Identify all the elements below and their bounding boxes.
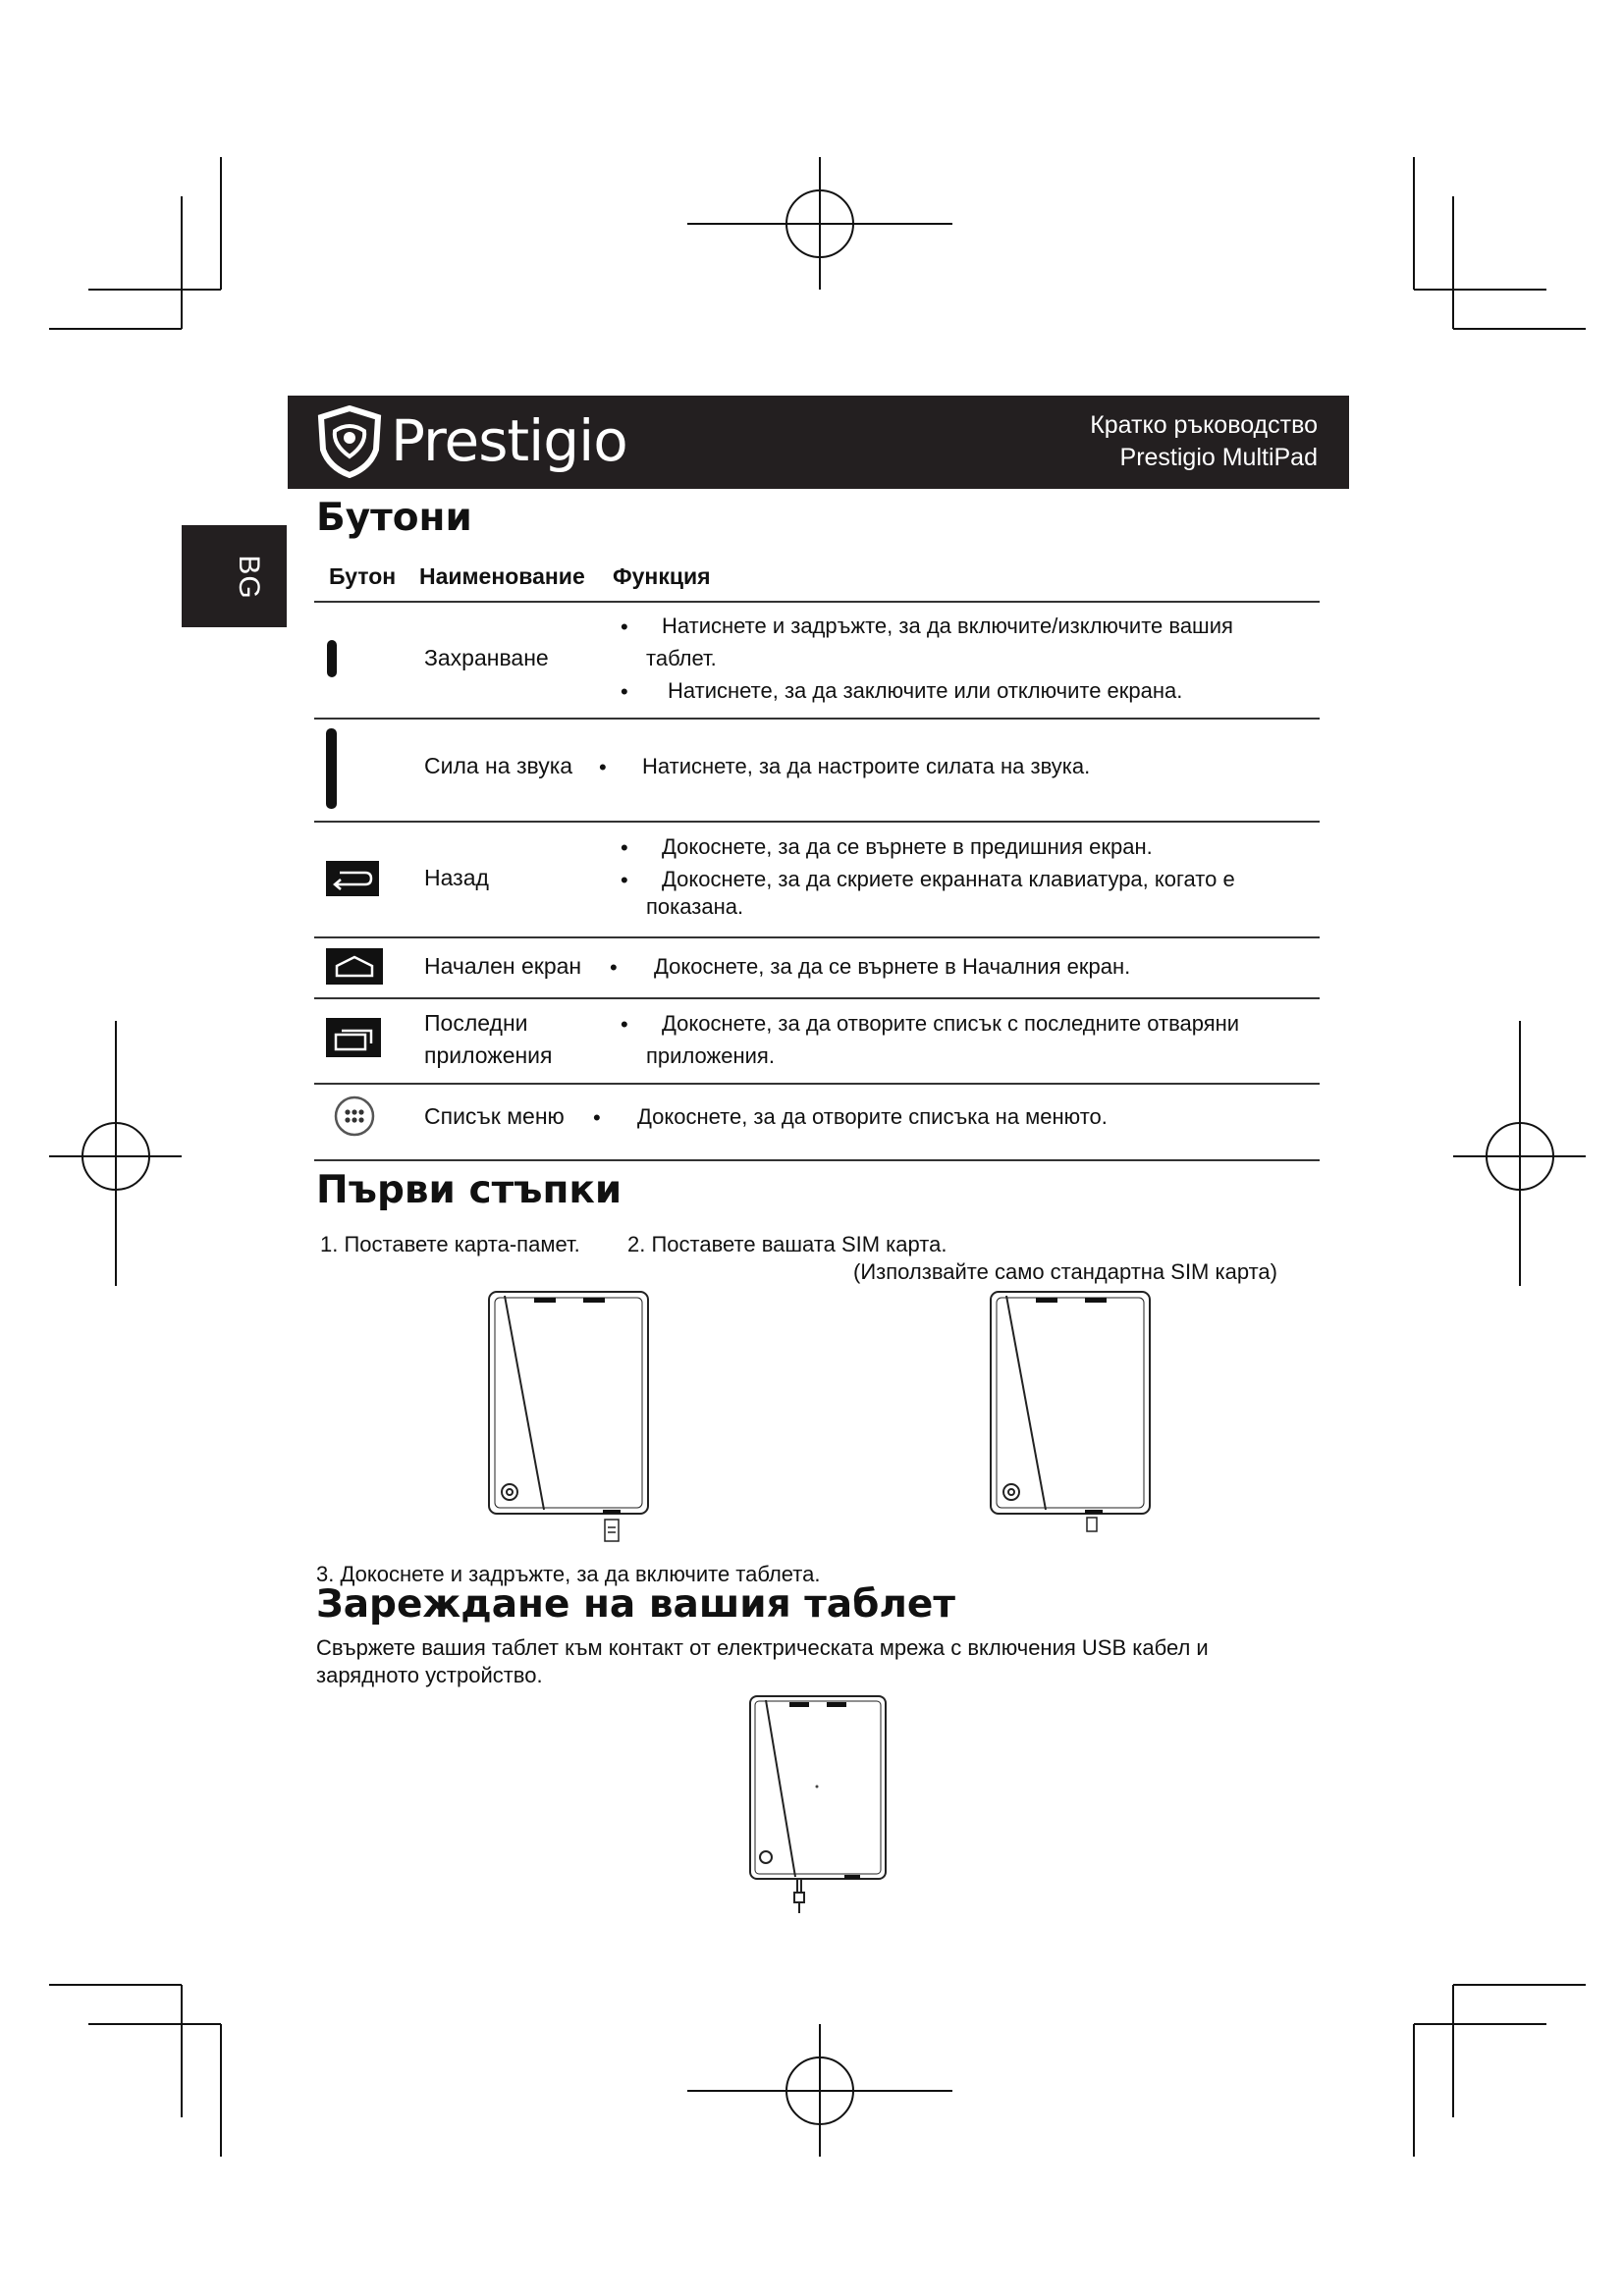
- step-1-text: 1. Поставете карта-памет.: [320, 1232, 580, 1256]
- bullet: •: [621, 679, 628, 704]
- column-header-button: Бутон: [329, 563, 397, 589]
- charging-text-line1: Свържете вашия таблет към контакт от електрическата мрежа с включения USB кабел и: [316, 1635, 1209, 1660]
- prestigio-shield-icon: [315, 405, 384, 478]
- button-name-volume: Сила на звука: [424, 753, 573, 778]
- button-name-recent-line1: Последни: [424, 1010, 528, 1036]
- button-name-menu: Списък меню: [424, 1103, 565, 1129]
- power-key-icon: [327, 640, 337, 677]
- button-name-home: Начален екран: [424, 953, 582, 979]
- step-2-text: 2. Поставете вашата SIM карта.: [627, 1232, 947, 1256]
- charging-text-line2: зарядното устройство.: [316, 1663, 543, 1687]
- document-title: [1090, 409, 1318, 474]
- table-rule: [314, 821, 1320, 823]
- menu-list-icon: [333, 1095, 376, 1138]
- brand-logo-text: Prestigio: [391, 407, 627, 474]
- bullet: •: [599, 755, 607, 779]
- tablet-sim-card-illustration: [987, 1288, 1156, 1535]
- function-text: Докоснете, за да се върнете в предишния екран.: [662, 834, 1153, 859]
- column-header-function: Функция: [613, 563, 711, 589]
- doc-title-line1: Кратко ръководство: [1090, 411, 1318, 439]
- function-text: приложения.: [646, 1043, 775, 1068]
- function-text: Натиснете и задръжте, за да включите/изключите вашия: [662, 614, 1233, 638]
- bullet: •: [610, 955, 618, 980]
- function-text: Докоснете, за да се върнете в Началния екран.: [654, 954, 1131, 979]
- table-rule: [314, 936, 1320, 938]
- tablet-charging-illustration: [746, 1692, 892, 1916]
- back-icon: [326, 861, 379, 896]
- function-text: Натиснете, за да заключите или отключите екрана.: [668, 678, 1183, 703]
- bullet: •: [621, 614, 628, 639]
- language-code: BG: [233, 555, 265, 600]
- column-header-name: Наименование: [419, 563, 585, 589]
- table-rule: [314, 1159, 1320, 1161]
- function-text: Докоснете, за да отворите списъка на менюто.: [637, 1104, 1108, 1129]
- tablet-memory-card-illustration: [485, 1288, 654, 1545]
- bullet: •: [621, 835, 628, 860]
- bullet: •: [593, 1105, 601, 1130]
- header-bar: [288, 396, 1349, 489]
- table-rule: [314, 601, 1320, 603]
- bullet: •: [621, 1012, 628, 1037]
- table-rule: [314, 1083, 1320, 1085]
- table-rule: [314, 718, 1320, 720]
- table-rule: [314, 997, 1320, 999]
- function-text: Докоснете, за да отворите списък с последните отваряни: [662, 1011, 1240, 1036]
- section-title-charging: Зареждане на вашия таблет: [316, 1582, 955, 1627]
- button-name-back: Назад: [424, 865, 489, 890]
- home-icon: [326, 948, 383, 985]
- function-text: Докоснете, за да скриете екранната клавиатура, когато е: [662, 867, 1235, 891]
- section-title-buttons: Бутони: [316, 496, 472, 540]
- doc-title-line2: Prestigio MultiPad: [1119, 444, 1318, 471]
- section-title-first-steps: Първи стъпки: [316, 1168, 623, 1212]
- recent-apps-icon: [326, 1018, 381, 1057]
- step-3-text: 3. Докоснете и задръжте, за да включите таблета.: [316, 1562, 821, 1586]
- language-tab: [182, 525, 287, 627]
- bullet: •: [621, 868, 628, 892]
- function-text: таблет.: [646, 646, 717, 670]
- function-text: Натиснете, за да настроите силата на звука.: [642, 754, 1091, 778]
- volume-key-icon: [326, 728, 337, 809]
- function-text: показана.: [646, 894, 744, 919]
- button-name-power: Захранване: [424, 645, 549, 670]
- step-2-note: (Използвайте само стандартна SIM карта): [853, 1259, 1277, 1284]
- button-name-recent-line2: приложения: [424, 1042, 553, 1068]
